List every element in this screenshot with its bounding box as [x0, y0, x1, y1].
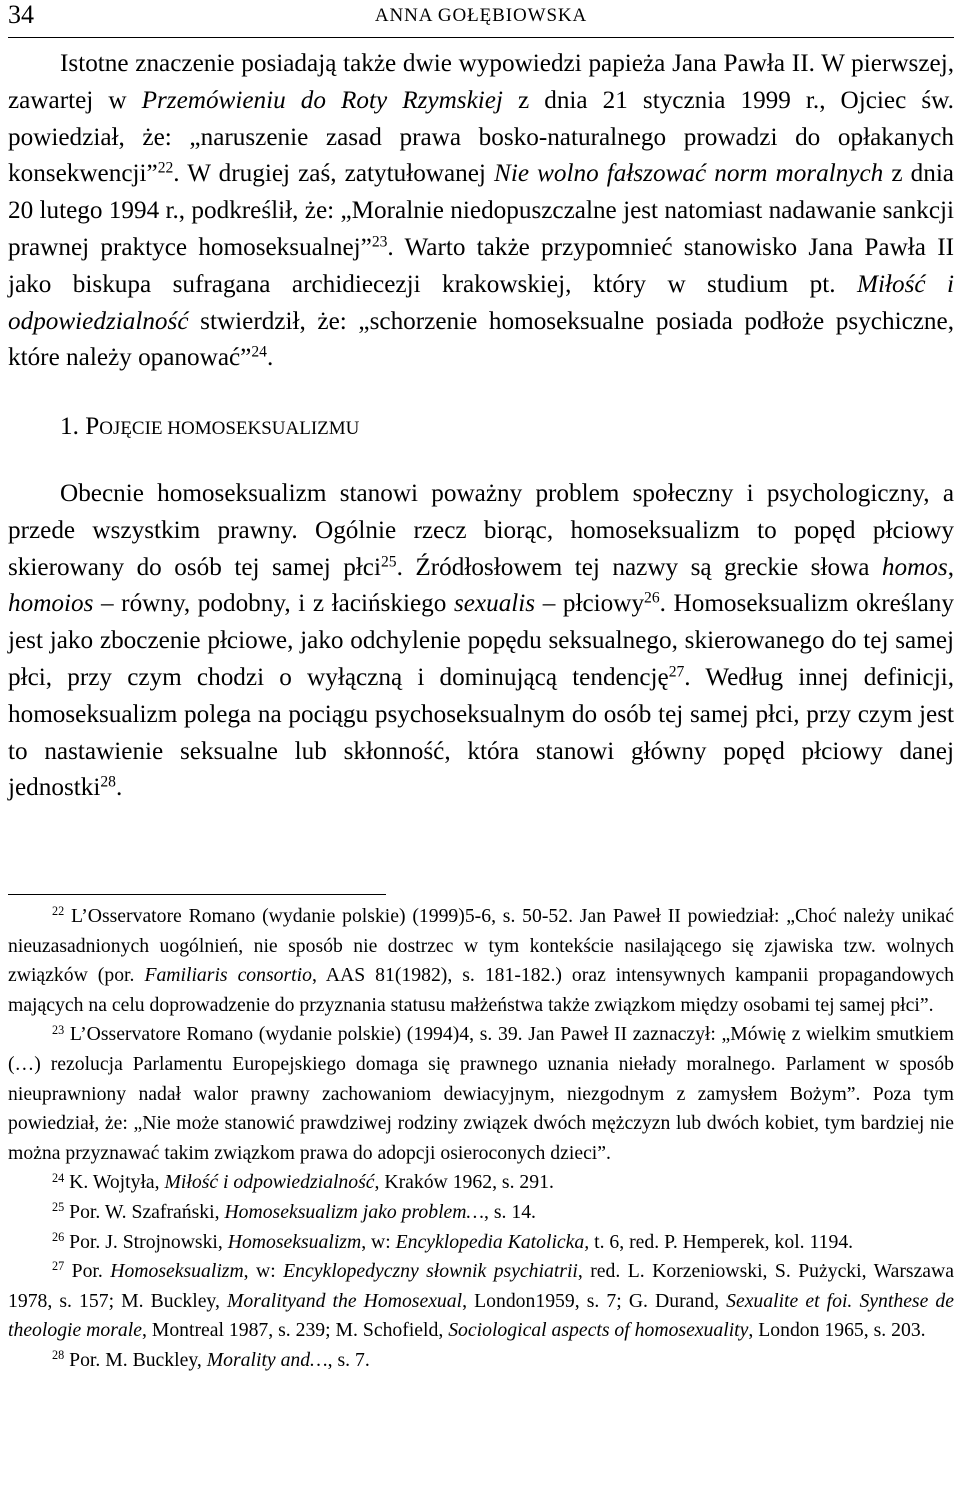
text-run: Istotne znaczenie posiadają także dwie wypowiedzi papieża Jana Pawła II. W pierwszej, zawartej w: [8, 50, 954, 114]
text-run: . Źródłosłowem tej nazwy są greckie słowa: [396, 553, 882, 581]
italic-title: Morality and…: [206, 1348, 328, 1371]
footnote-ref-26[interactable]: 26: [644, 589, 660, 607]
footnote-text: , Kraków 1962, s. 291.: [374, 1171, 554, 1194]
paragraph-2: [8, 476, 954, 807]
italic-title: Homoseksualizm: [227, 1230, 362, 1253]
footnote-text: K. Wojtyła,: [64, 1171, 165, 1194]
text-run: . Warto także przypomnieć stanowisko Jana Pawła II jako biskupa sufragana archidiecezji krakowskiej, który w studium pt.: [8, 233, 954, 298]
footnote-27: $^{27}$ Por. Homoseksualizm, w: Encyklopedyczny słownik psychiatrii, red. L. Korzeniowski, S. Pużycki, Warszawa 1978, s. 157; M. Buckley, Moralityand the Homosexual, London1959, s. 7; G. Durand, Sexualite et foi. Synthese de theologie morale, Montreal 1987, s. 239; M. Schofield, Sociological aspects of homosexuality, London 1965, s. 203.: [8, 1259, 954, 1342]
italic-title: Encyklopedia Katolicka,: [395, 1230, 590, 1253]
footnotes: [8, 902, 954, 1376]
italic-title: Familiaris consortio: [144, 964, 312, 987]
italic-title: Miłość i odpowiedzialność: [164, 1171, 375, 1194]
text-run: .: [115, 774, 123, 802]
italic-title: Homoseksualizm: [110, 1260, 244, 1283]
text-run: ,: [947, 553, 954, 581]
footnote-text: , w:: [243, 1260, 284, 1283]
text-run: – równy, podobny, i z łacińskiego: [93, 590, 454, 618]
italic-term: homos: [881, 553, 948, 581]
italic-title: Nie wolno fałszować norm moralnych: [494, 160, 884, 188]
footnote-text: Por.: [64, 1260, 111, 1283]
footnote-text: L’Osservatore Romano (wydanie polskie) (1999)5-6, s. 50-52. Jan Paweł II powiedział: „Choć należy unikać nieuzasadnionych uogólnień, nie sposób nie dostrzec w tym kontekście nasilającego się zjawiska tzw. wolnych związków (por.: [8, 905, 954, 987]
text-run: stwierdził, że: „schorzenie homoseksualne posiada podłoże psychiczne, które należy opanować”: [8, 307, 954, 372]
text-run: . Homoseksualizm określany jest jako zboczenie płciowe, jako odchylenie popędu seksualnego, skierowanego do tej samej płci, przy czym chodzi o wyłączną i dominującą tendencję: [8, 590, 954, 691]
page-header: [8, 0, 954, 34]
text-run: .: [266, 344, 274, 372]
text-run: . Według innej definicji, homoseksualizm polega na pociągu psychoseksualnym do osób tej samej płci, przy czym jest to nastawienie seksualne lub skłonność, która stanowi główny popęd płciowy danej jednostki: [8, 663, 954, 802]
footnote-ref-23[interactable]: 23: [371, 233, 388, 251]
footnote-ref-28[interactable]: 28: [100, 773, 116, 791]
italic-title: Homoseksualizm jako problem…: [224, 1200, 484, 1223]
footnote-ref-22[interactable]: 22: [157, 159, 174, 177]
italic-term: sexualis: [453, 590, 536, 618]
footnote-text: , w:: [361, 1230, 396, 1253]
italic-title: Encyklopedyczny słownik psychiatrii: [283, 1260, 578, 1283]
footnote-24: $^{24}$ K. Wojtyła, Miłość i odpowiedzialność, Kraków 1962, s. 291.: [52, 1170, 554, 1194]
italic-title: Sociological aspects of homosexuality: [448, 1319, 749, 1342]
footnote-text: , London1959, s. 7; G. Durand,: [462, 1289, 727, 1312]
footnote-26: $^{26}$ Por. J. Strojnowski, Homoseksualizm, w: Encyklopedia Katolicka, t. 6, red. P. Hemperek, kol. 1194.: [52, 1229, 854, 1253]
footnote-ref-24[interactable]: 24: [251, 343, 267, 361]
footnote-28: $^{28}$ Por. M. Buckley, Morality and…, s. 7.: [52, 1348, 370, 1371]
italic-title: Moralityand the Homosexual: [227, 1289, 463, 1312]
footnote-text: , red. L. Korzeniowski, S. Pużycki, Warszawa 1978, s. 157; M. Buckley,: [8, 1260, 954, 1312]
text-run: . W drugiej zaś, zatytułowanej: [173, 160, 495, 188]
main-text: [8, 46, 954, 807]
footnote-ref-27[interactable]: 27: [668, 663, 685, 681]
italic-title: Miłość i odpowiedzialność: [8, 270, 954, 335]
text-run: Obecnie homoseksualizm stanowi poważny problem społeczny i psychologiczny, a przede wszystkim prawny. Ogólnie rzecz biorąc, homoseksualizm to popęd płciowy skierowany do osób tej samej płci: [8, 479, 954, 581]
text-run: – płciowy: [535, 590, 645, 618]
footnote-ref-25[interactable]: 25: [380, 552, 397, 570]
running-head: ANNA GOŁĘBIOWSKA: [374, 5, 588, 26]
footnote-rule: [8, 894, 386, 895]
footnote-text: , AAS 81(1982), s. 181-182.) oraz intensywnych kampanii propagandowych mających na celu doprowadzenie do przyznania statusu małżeństwa także związkom między osobami tej samej płci”.: [8, 964, 954, 1016]
footnote-23: $^{23}$ L’Osservatore Romano (wydanie polskie) (1994)4, s. 39. Jan Paweł II zaznaczył: „Mówię z wielkim smutkiem (…) rezolucja Parlamentu Europejskiego domaga się prawnego uznania niełady moralnego. Parlament w sposób nieuprawniony nadał walor prawny zachowaniom dewiacyjnym, niezgodnym z zamysłem Bożym”. Poza tym powiedział, że: „Nie może stanowić prawdziwej rodziny związek dwóch mężczyzn lub dwóch kobiet, tym bardziej nie można przyznawać takim związkom prawa do adopcji osieroconych dzieci”.: [8, 1022, 954, 1164]
footnote-text: L’Osservatore Romano (wydanie polskie) (1994)4, s. 39. Jan Paweł II zaznaczył: „Mówię z wielkim smutkiem (…) rezolucja Parlamentu Europejskiego domaga się prawnego uznania niełady moralnego. Parlament w sposób nieuprawniony nadał walor prawny zachowaniom dewiacyjnym, niezgodnym z zamysłem Bożym”. Poza tym powiedział, że: „Nie może stanowić prawdziwej rodziny związek dwóch mężczyzn lub dwóch kobiet, tym bardziej nie można przyznawać takim związkom prawa do adopcji osieroconych dzieci”.: [8, 1023, 954, 1164]
footnote-text: , s. 14.: [484, 1200, 536, 1223]
section-number: 1.: [60, 413, 86, 441]
text-run: z dnia 21 stycznia 1999 r., Ojciec św. powiedział, że: „naruszenie zasad prawa bosko-naturalnego prowadzi do opłakanych konsekwencji”: [8, 86, 954, 188]
footnote-text: Por. W. Szafrański,: [64, 1200, 225, 1223]
italic-title: Sexualite et foi. Synthese de theologie morale: [8, 1289, 954, 1342]
footnote-text: Por. J. Strojnowski,: [64, 1230, 228, 1253]
italic-term: homoios: [8, 590, 94, 618]
section-title-initial: P: [85, 413, 100, 441]
footnote-text: , Montreal 1987, s. 239; M. Schofield,: [141, 1319, 449, 1342]
text-run: z dnia 20 lutego 1994 r., podkreślił, że: „Moralnie niedopuszczalne jest natomiast nadawanie sankcji prawnej praktyce homoseksualnej”: [8, 160, 954, 261]
footnote-text: , s. 7.: [327, 1348, 370, 1371]
footnote-25: $^{25}$ Por. W. Szafrański, Homoseksualizm jako problem…, s. 14.: [52, 1200, 536, 1223]
page-number: 34: [8, 0, 34, 29]
footnote-text: t. 6, red. P. Hemperek, kol. 1194.: [589, 1230, 854, 1253]
section-title: OJĘCIE HOMOSEKSUALIZMU: [99, 418, 360, 440]
section-heading: [8, 409, 954, 448]
italic-title: Przemówieniu do Roty Rzymskiej: [141, 86, 503, 114]
footnote-text: , London 1965, s. 203.: [748, 1319, 926, 1342]
header-rule: [8, 37, 954, 38]
footnote-text: Por. M. Buckley,: [64, 1348, 207, 1371]
footnote-22: $^{22}$ L’Osservatore Romano (wydanie polskie) (1999)5-6, s. 50-52. Jan Paweł II powiedział: „Choć należy unikać nieuzasadnionych uogólnień, nie sposób nie dostrzec w tym kontekście nasilającego się zjawiska tzw. wolnych związków (por. Familiaris consortio, AAS 81(1982), s. 181-182.) oraz intensywnych kampanii propagandowych mających na celu doprowadzenie do przyznania statusu małżeństwa także związkom między osobami tej samej płci”.: [8, 904, 954, 1016]
paragraph-1: [8, 46, 954, 377]
